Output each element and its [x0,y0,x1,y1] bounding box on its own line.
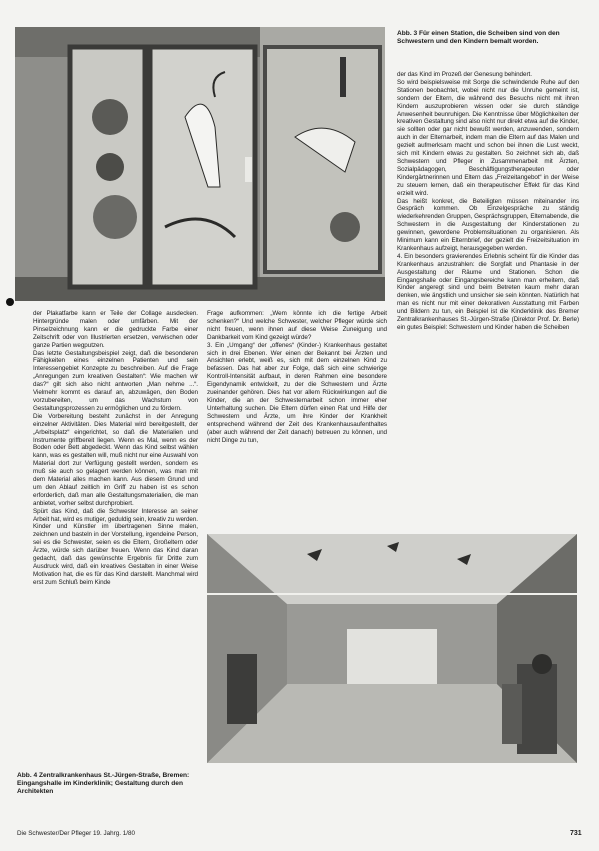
paragraph: der Plakatfarbe kann er Teile der Collage ausdecken. Hintergründe malen oder umfärben. Mit der Pinselzeichnung kann er die gedruckte Farbe einer Zeitschrift oder von Illustrierten ersetzen, verwischen oder ganze Partien wegputzen. [33,310,198,349]
paragraph: Spürt das Kind, daß die Schwester Interesse an seiner Arbeit hat, wird es mutiger, geduldig sein, kreativ zu werden. Kinder und Künstler im übertragenen Sinne malen, zeichnen und basteln in der Vorstellung, irgendeine Person, sei es die Schwester, seien es die Eltern, Großeltern oder Ärzte, würde sich darüber freuen. Wenn das Kind daran gedacht, daß das gewünschte Ergebnis für Dritte zum Ausdruck wird, daß ein kreatives Gestalten in einer Weise Motivation hat, die es für das Kind darstellt. Manchmal wird erst zum Schluß beim Kinde [33,507,198,586]
paragraph: 4. Ein besonders gravierendes Erlebnis scheint für die Kinder das Krankenhaus anzustrahlen: die Sorgfalt und Phantasie in der Ausgestaltung der Räume und Stationen. Schon die Eingangshalle oder Eingangsbereiche kann man erheitern, daß Kinder angeregt sind und beim Betreten kaum mehr daran denken, wie ängstlich und unsicher sie sein könnten. Natürlich hat man es nicht nur mit einer dekorativen Ausstattung mit Farben und Bildern zu tun, ein Beispiel ist die Kinderklinik des Bremer Zentralkrankenhauses St.-Jürgen-Straße (Direktor Prof. Dr. Berle) ein gutes Beispiel: Schwestern und Kinder haben die Scheiben [397,252,579,331]
figure-caption-abb4: Abb. 4 Zentralkrankenhaus St.-Jürgen-Straße, Bremen: Eingangshalle im Kinderklinik; Gestaltung durch den Architekten [17,772,190,795]
paragraph: Frage aufkommen: „Wem könnte ich die fertige Arbeit schenken?“ Und welche Schwester, welcher Pfleger würde sich nicht freuen, wenn ihnen auf diese Weise Zuneigung und Dankbarkeit vom Kind gezeigt würde? [207,310,387,341]
photo-entrance-hall [207,534,577,763]
paragraph: Das letzte Gestaltungsbeispiel zeigt, daß die besonderen Fähigkeiten eines einzelnen Patienten und sein Interessengebiet Konzepte zu beschreiben. Auf die Frage „Anregungen zum kreativen Gestalten“: Wie machen wir das?“ gilt sich also nicht antworten „Man nehme ...“. Vielmehr kommt es darauf an, abzuwägen, den Boden vorzubereiten, um das Wachstum von Gestaltungsprozessen zu ermöglichen und zu fördern. [33,349,198,412]
paragraph: So wird beispielsweise mit Sorge die schwindende Ruhe auf den Stationen beobachtet, wobei nicht nur die Unruhe gemeint ist, sondern der Eltern, die während des Besuchs nicht mit ihren Kindern auszuprobieren wissen oder sie durch ständige Anwesenheit beunruhigen. Die Kenntnisse über Möglichkeiten der kreativen Gestaltung sind also nicht nur direkt etwa auf die Kinder, sie sollten oder gar nicht bewußt werden, anzuwenden, sondern auch in der Elternarbeit, indem man die Eltern auf das Malen und gezielt aufmerksam macht und schon bei ihnen die Lust weckt, sich mit Kindern etwas zu gestalten. So zeichnet sich ab, daß Schwestern und Pfleger in Zusammenarbeit mit Ärzten, Sozialpädagogen, Beschäftigungstherapeuten oder Kindergärtnerinnen und Eltern das „Freizeitangebot“ in der Weise zu steuern lernen, daß ein therapeutischer Effekt für das Kind erzielt wird. [397,78,579,197]
paragraph: Das heißt konkret, die Beteiligten müssen miteinander ins Gespräch kommen. Ob Einzelgespräche zu ständig wiederkehrenden Gruppen, Gesprächsgruppen, Elternabende, die Schwestern in die Ausgestaltung der Kinderstationen zu gewinnen, gewordene Problemsituationen zu organisieren. Als Minimum kann ein Elternbrief, der gezielt die Freizeitsituation im Krankenhaus aufzeigt, herausgegeben werden. [397,197,579,252]
paragraph: der das Kind im Prozeß der Genesung behindert. [397,71,532,78]
footer-journal: Die Schwester/Der Pfleger 19. Jahrg. 1/80 [17,830,135,837]
text-column-left [33,310,198,765]
photo-painted-glass-doors [15,27,385,301]
page-number: 731 [570,830,582,837]
text-column-right-top [397,71,579,529]
figure-caption-abb3: Abb. 3 Für einen Station, die Scheiben sind von den Schwestern und den Kindern bemalt worden. [397,30,560,45]
paragraph: 3. Ein „Umgang“ der „offenes“ (Kinder-) Krankenhaus gestaltet sich in drei Ebenen. Wer einen der Bekannt bei Ärzten und Ansichten erlebt, weiß es, sich mit dem einzelnen Kind zu befassen. Das hat aber zur Folge, daß sich eine schwierige Kontroll-Intensität aufbaut, in deren Rahmen eine besondere Eigendynamik entwickelt, zu der die Schwestern und Ärzte zueinander gehören. Dies hat vor allem Rückwirkungen auf die Kinder, die an der Schwesternarbeit schon immer eher Unterhaltung suchen. Die Eltern dürfen einen Rat und Hilfe der Schwestern und Ärzte, um ihre Kinder der Krankheit entsprechend während der Zeit des Krankenhausaufenthaltes (aber auch während der Zeit danach) betreuen zu können, und nicht Dinge zu tun, [207,341,387,444]
text-column-middle [207,310,387,528]
bullet-marker [6,298,14,306]
paragraph: Die Vorbereitung besteht zunächst in der Anregung einzelner Aktivitäten. Dies Material wird bereitgestellt, der „Arbeitsplatz“ eingerichtet, so daß die Materialien und Instrumente griffbereit liegen. Wenn es Mal, wenn es der Boden oder Bett abgedeckt. Wenn das Kind selbst wählen kann, was es gestalten will, muß nicht nur eine Auswahl von Material dort zur Verfügung gestellt werden, sondern es muß sie auch so gelagert werden können, was man mit dem Material alles machen kann. Aus diesem Grund und um den Ablauf zeitlich im Griff zu haben ist es schon erforderlich, daß man alle Gestaltungsmaterialien, die man anbietet, vorher selbst durchprobiert. [33,412,198,507]
